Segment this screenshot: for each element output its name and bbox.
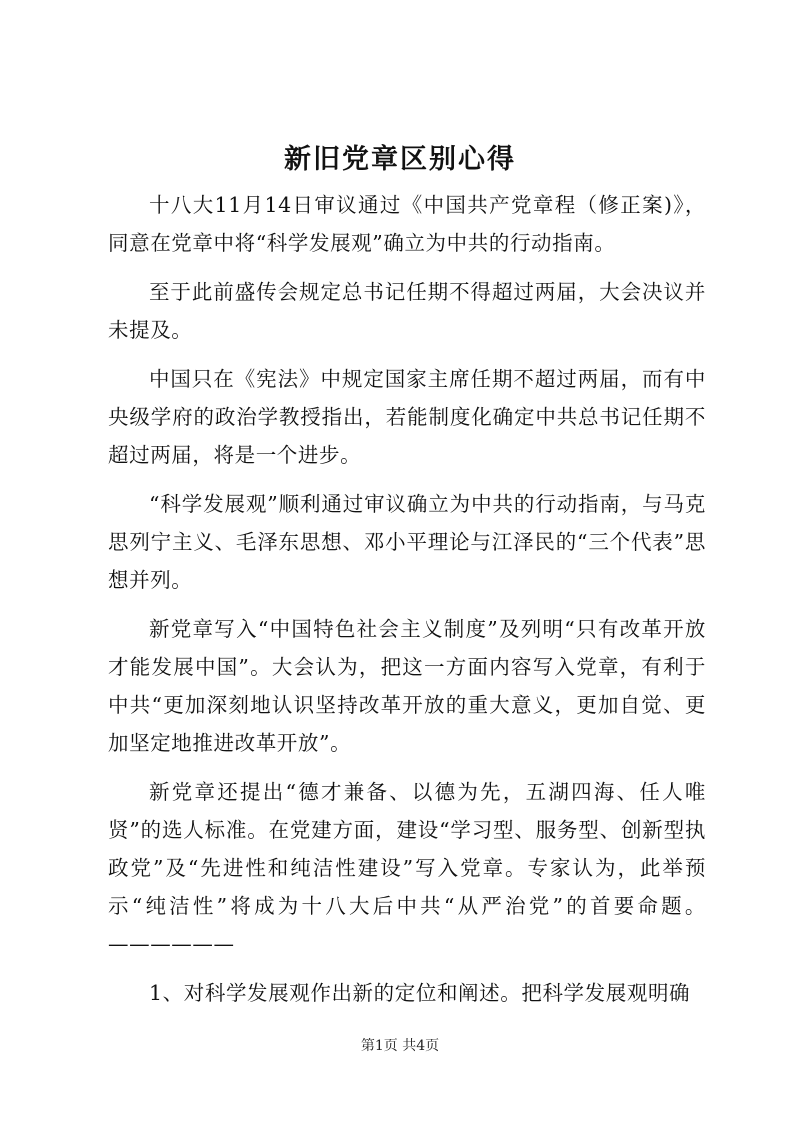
paragraph: 至于此前盛传会规定总书记任期不得超过两届，大会决议并未提及。 (108, 280, 706, 342)
paragraph: 新党章还提出“德才兼备、以德为先，五湖四海、任人唯贤”的选人标准。在党建方面，建设“学习型、服务型、创新型执政党”及“先进性和纯洁性建设”写入党章。专家认为，此举预示“纯洁性”将成为十八大后中共“从严治党”的首要命题。—————— (108, 780, 706, 956)
paragraph: 1、对科学发展观作出新的定位和阐述。把科学发展观明确 (149, 981, 691, 1005)
paragraph: 新党章写入“中国特色社会主义制度”及列明“只有改革开放才能发展中国”。大会认为，把这一方面内容写入党章，有利于中共“更加深刻地认识坚持改革开放的重大意义，更加自觉、更加坚定地推进改革开放”。 (108, 617, 706, 755)
document-title: 新旧党章区别心得 (284, 144, 516, 175)
document-body (108, 186, 706, 1023)
paragraph: 中国只在《宪法》中规定国家主席任期不超过两届，而有中央级学府的政治学教授指出，若能制度化确定中共总书记任期不超过两届，将是一个进步。 (108, 367, 706, 467)
paragraph: 十八大11月14日审议通过《中国共产党章程（修正案)》，同意在党章中将“科学发展观”确立为中共的行动指南。 (108, 193, 706, 255)
page-footer: 第1页 共4页 (360, 1038, 440, 1054)
paragraph: “科学发展观”顺利通过审议确立为中共的行动指南，与马克思列宁主义、毛泽东思想、邓小平理论与江泽民的“三个代表”思想并列。 (108, 492, 706, 592)
